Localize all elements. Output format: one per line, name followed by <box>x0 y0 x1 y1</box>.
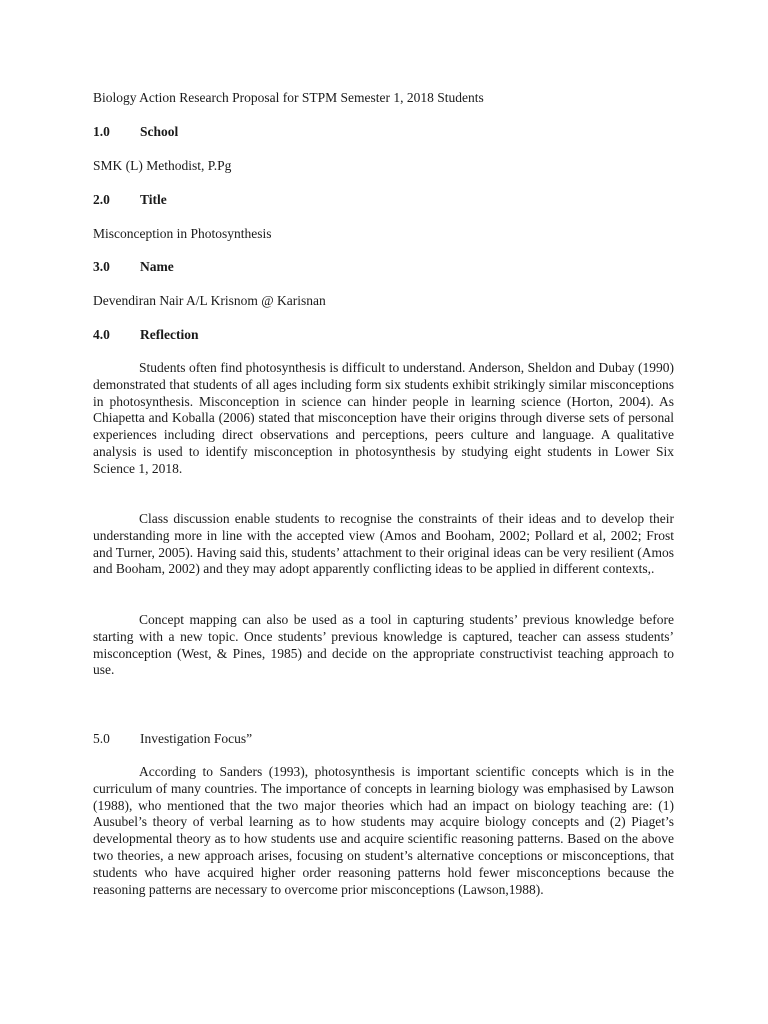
title-text: Misconception in Photosynthesis <box>93 226 272 241</box>
name-text: Devendiran Nair A/L Krisnom @ Karisnan <box>93 293 326 308</box>
section-heading-reflection <box>93 326 198 343</box>
section-heading-school <box>93 123 178 140</box>
reflection-paragraph: Class discussion enable students to recognise the constraints of their ideas and to develop their understanding more in line with the accepted view (Amos and Booham, 2002; Pollard et al, 2002; Frost and Turner, 2005). Having said this, students’ attachment to their original ideas can be very resilient (Amos and Booham, 2002) and they may adopt apparently conflicting ideas to be applied in different contexts,. <box>93 511 674 577</box>
section-heading-title <box>93 191 167 208</box>
section-number: 2.0 <box>93 192 110 207</box>
reflection-paragraph: Concept mapping can also be used as a tool in capturing students’ previous knowledge before starting with a new topic. Once students’ previous knowledge is captured, teacher can assess students’ misconception (West, & Pines, 1985) and decide on the appropriate constructivist teaching approach to use. <box>93 612 674 678</box>
section-title: School <box>140 124 179 139</box>
section-number: 1.0 <box>93 124 110 139</box>
section-heading-investigation-focus <box>93 730 252 747</box>
section-title: Name <box>140 259 174 274</box>
section-title: Investigation Focus” <box>140 731 253 746</box>
section-title: Reflection <box>140 327 199 342</box>
reflection-paragraph: Students often find photosynthesis is difficult to understand. Anderson, Sheldon and Dubay (1990) demonstrated that students of all ages including form six students exhibit strikingly similar misconceptions in photosynthesis. Misconception in science can hinder people in learning science (Horton, 2004). As Chiapetta and Koballa (2006) stated that misconception have their origins through diverse sets of personal experiences including direct observations and perceptions, peers culture and language. A qualitative analysis is used to identify misconception in photosynthesis by studying eight students in Lower Six Science 1, 2018. <box>93 360 674 476</box>
section-number: 3.0 <box>93 259 110 274</box>
section-number: 5.0 <box>93 731 110 746</box>
section-title: Title <box>140 192 167 207</box>
section-number: 4.0 <box>93 327 110 342</box>
school-text: SMK (L) Methodist, P.Pg <box>93 158 232 173</box>
section-heading-name <box>93 258 174 275</box>
document-title: Biology Action Research Proposal for STPM Semester 1, 2018 Students <box>93 90 484 105</box>
investigation-paragraph: According to Sanders (1993), photosynthesis is important scientific concepts which is in the curriculum of many countries. The importance of concepts in learning biology was emphasised by Lawson (1988), who mentioned that the two major theories which had an impact on biology teaching are: (1) Ausubel’s theory of verbal learning as to how students may acquire biology concepts and (2) Piaget’s developmental theory as to how students use and acquire scientific reasoning patterns. Based on the above two theories, a new approach arises, focusing on student’s alternative conceptions or misconceptions, that students who have acquired higher order reasoning patterns hold fewer misconceptions because the reasoning patterns are necessary to overcome prior misconceptions (Lawson,1988). <box>93 764 674 897</box>
